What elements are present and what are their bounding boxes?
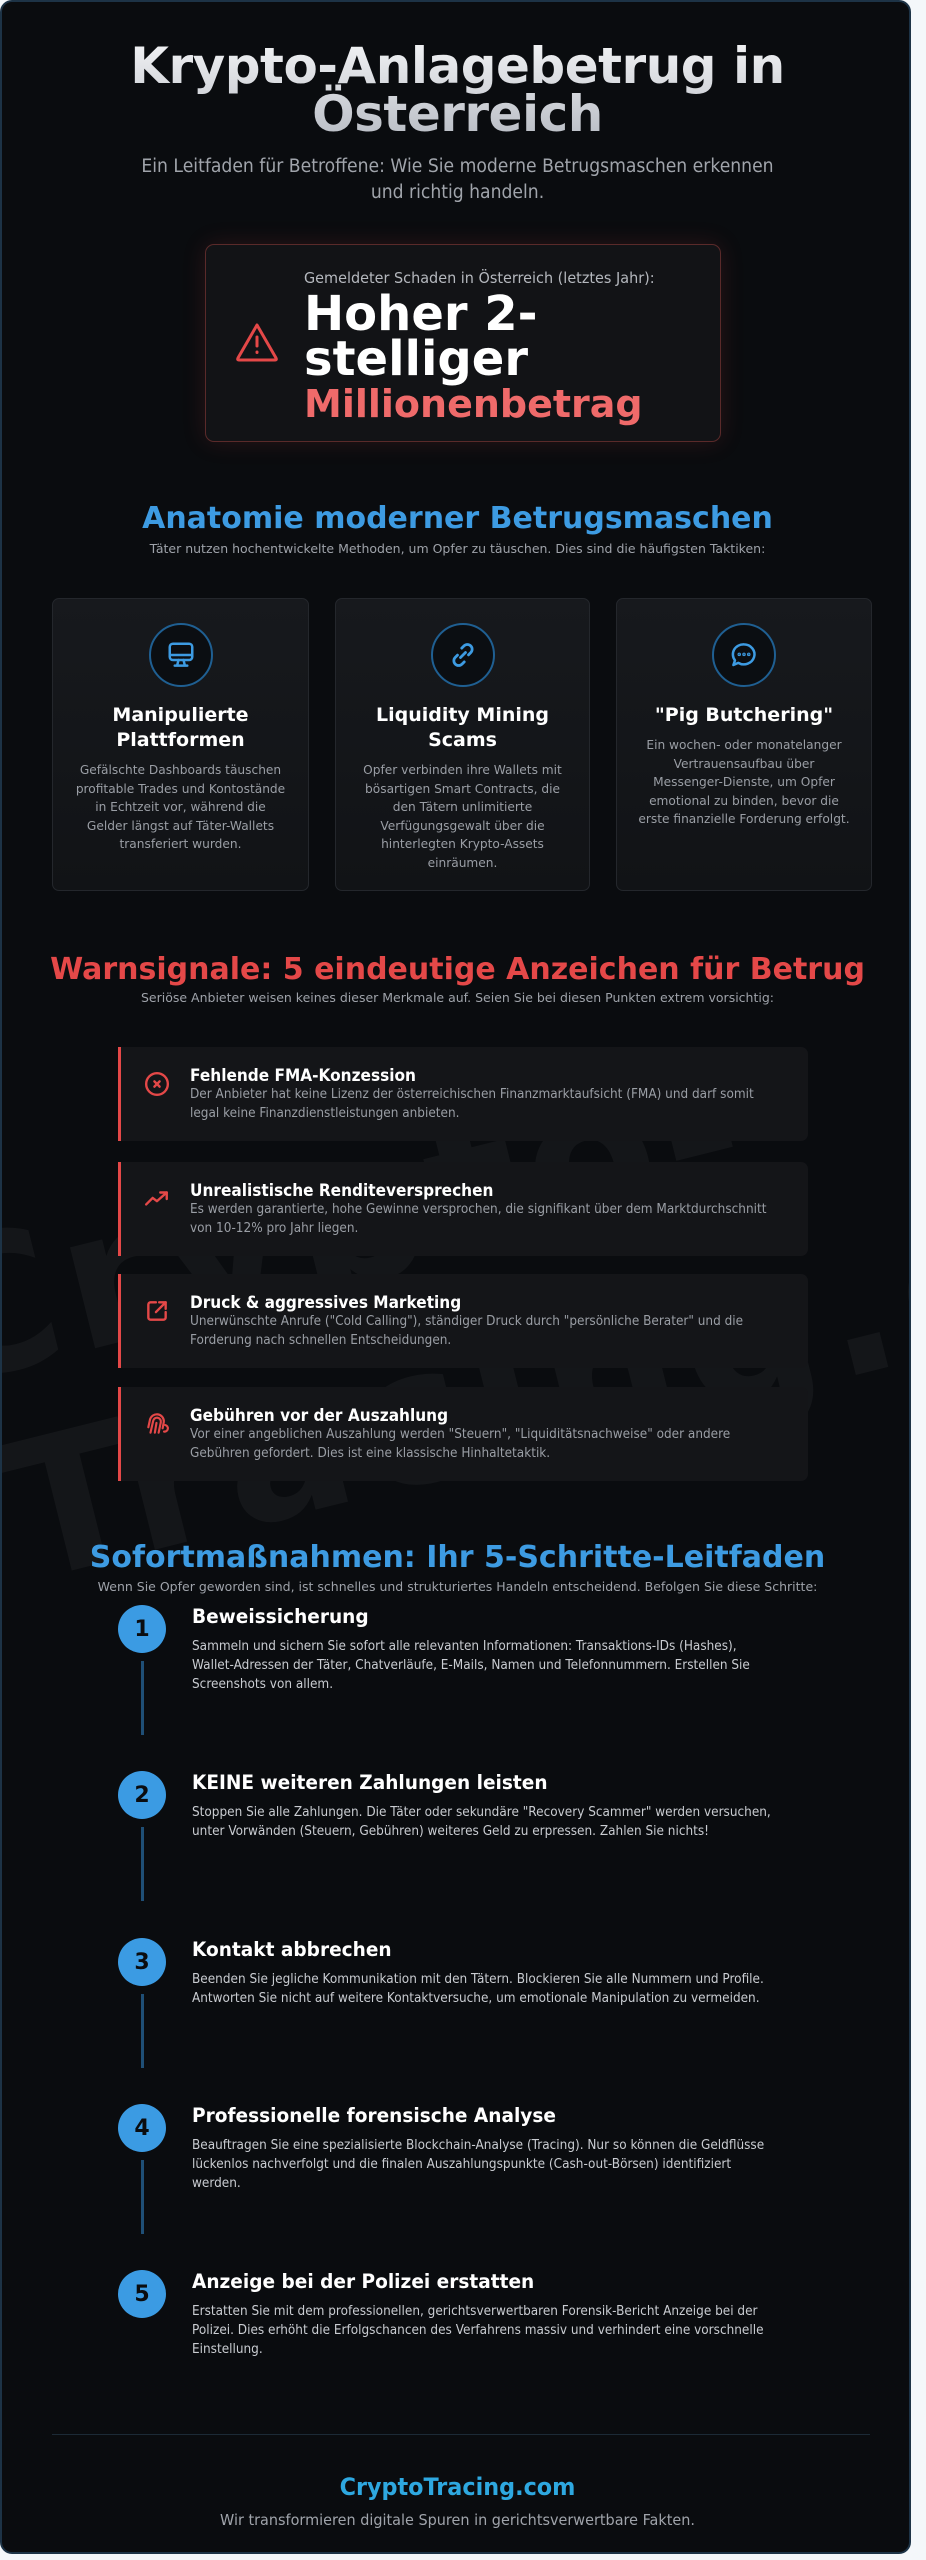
scam-card-pig-butchering [616,598,872,891]
footer-tagline: Wir transformieren digitale Spuren in gerichtsverwertbare Fakten. [220,2511,695,2529]
step-title: Anzeige bei der Polizei erstatten [192,2270,535,2293]
step-item-4 [2,2104,911,2270]
step-title: Beweissicherung [192,1605,369,1628]
warning-item-fma [118,1047,808,1141]
warnings-heading: Warnsignale: 5 eindeutige Anzeichen für Betrug [50,952,865,987]
footer-divider [52,2434,870,2435]
anatomy-subtitle: Täter nutzen hochentwickelte Methoden, um Opfer zu täuschen. Dies sind die häufigsten Taktiken: [149,541,766,556]
warning-text: Der Anbieter hat keine Lizenz der österreichischen Finanzmarktaufsicht (FMA) und darf somit legal keine Finanzdienstleistungen anbieten. [190,1087,754,1121]
fingerprint-icon [144,1411,170,1437]
alert-label: Gemeldeter Schaden in Österreich (letztes Jahr): [304,269,655,287]
timeline-connector [141,2160,144,2234]
anatomy-heading: Anatomie moderner Betrugsmaschen [142,501,773,536]
step-title: KEINE weiteren Zahlungen leisten [192,1771,548,1794]
card-icon-circle [712,623,776,687]
warning-title: Druck & aggressives Marketing [190,1293,462,1312]
steps-heading: Sofortmaßnahmen: Ihr 5-Schritte-Leitfaden [89,1540,826,1575]
monitor-icon [166,640,196,670]
step-title: Kontakt abbrechen [192,1938,392,1961]
step-text: Stoppen Sie alle Zahlungen. Die Täter oder sekundäre "Recovery Scammer" werden versuchen, unter Vorwänden (Steuern, Gebühren) weiteres Geld zu erpressen. Zahlen Sie nichts! [192,1805,771,1839]
footer-brand-link[interactable]: CryptoTracing.com [339,2473,576,2501]
step-text: Beauftragen Sie eine spezialisierte Blockchain-Analyse (Tracing). Nur so können die Geldflüsse lückenlos nachverfolgt und die finalen Auszahlungspunkte (Cash-out-Börsen) identifiziert werden. [192,2138,765,2191]
step-title: Professionelle forensische Analyse [192,2104,556,2127]
scam-card-liquidity-mining [335,598,590,891]
x-circle-icon [144,1071,170,1097]
step-item-1 [2,1605,911,1771]
scam-card-manipulated-platforms [52,598,309,891]
chat-bubble-icon [729,640,759,670]
warning-triangle-icon [234,321,280,363]
step-number-badge: 2 [118,1771,166,1819]
page-subtitle: Ein Leitfaden für Betroffene: Wie Sie moderne Betrugsmaschen erkennen und richtig handeln. [141,156,774,203]
step-text: Beenden Sie jegliche Kommunikation mit den Tätern. Blockieren Sie alle Nummern und Profile. Antworten Sie nicht auf weitere Kontaktversuche, um emotionale Manipulation zu vermeiden. [192,1972,764,2006]
card-title: Liquidity Mining Scams [375,704,550,751]
warning-title: Gebühren vor der Auszahlung [190,1406,449,1425]
card-text: Opfer verbinden ihre Wallets mit bösartigen Smart Contracts, die den Tätern unlimitierte Verfügungsgewalt über die hinterlegten Krypto-Assets einräumen. [363,763,562,870]
page-title [2,37,911,143]
steps-subtitle: Wenn Sie Opfer geworden sind, ist schnelles und strukturiertes Handeln entscheidend. Befolgen Sie diese Schritte: [97,1579,818,1594]
warning-text: Vor einer angeblichen Auszahlung werden "Steuern", "Liquiditätsnachweise" oder andere Gebühren gefordert. Dies ist eine klassische Hinhaltetaktik. [190,1427,731,1461]
alert-value-highlight: Millionenbetrag [304,382,643,426]
timeline-connector [141,1994,144,2068]
card-icon-circle [149,623,213,687]
warning-item-returns [118,1162,808,1256]
step-number-badge: 4 [118,2104,166,2152]
warnings-subtitle: Seriöse Anbieter weisen keines dieser Merkmale auf. Seien Sie bei diesen Punkten extrem vorsichtig: [140,990,774,1005]
card-title: Manipulierte Plattformen [112,704,249,751]
card-title: "Pig Butchering" [654,704,834,726]
card-text: Ein wochen- oder monatelanger Vertrauensaufbau über Messenger-Dienste, um Opfer emotional zu binden, bevor die erste finanzielle Forderung erfolgt. [638,738,850,826]
step-number-badge: 1 [118,1605,166,1653]
step-number-badge: 3 [118,1938,166,1986]
timeline-connector [141,1661,144,1735]
step-text: Sammeln und sichern Sie sofort alle relevanten Informationen: Transaktions-IDs (Hashes), Wallet-Adressen der Täter, Chatverläufe, E-Mails, Namen und Telefonnummern. Erstellen Sie Screenshots von allem. [192,1639,750,1692]
step-number-badge: 5 [118,2270,166,2318]
alert-value-line-1: Hoher 2- [304,286,538,342]
card-icon-circle [431,623,495,687]
page-title-line-1: Krypto-Anlagebetrug in [130,37,785,95]
alert-value-line-2: stelliger [304,331,529,387]
external-link-icon [144,1298,170,1324]
step-item-2 [2,1771,911,1937]
card-text: Gefälschte Dashboards täuschen profitable Trades und Kontostände in Echtzeit vor, während die Gelder längst auf Täter-Wallets transferiert wurden. [75,763,286,851]
link-icon [448,640,478,670]
warning-text: Unerwünschte Anrufe ("Cold Calling"), ständiger Druck durch "persönliche Berater" und die Forderung nach schnellen Entscheidungen. [190,1314,744,1348]
warning-item-pressure [118,1274,808,1368]
timeline-connector [141,1827,144,1901]
alert-value [304,286,643,426]
warning-title: Fehlende FMA-Konzession [190,1066,416,1085]
warning-item-fees [118,1387,808,1481]
step-item-5 [2,2270,911,2436]
warning-text: Es werden garantierte, hohe Gewinne versprochen, die signifikant über dem Marktdurchschnitt von 10-12% pro Jahr liegen. [190,1202,767,1236]
trending-up-icon [144,1186,170,1212]
step-item-3 [2,1938,911,2104]
warning-title: Unrealistische Renditeversprechen [190,1181,494,1200]
damage-alert-box [205,244,721,442]
step-text: Erstatten Sie mit dem professionellen, gerichtsverwertbaren Forensik-Bericht Anzeige bei der Polizei. Dies erhöht die Erfolgschancen des Verfahrens massiv und verhindert eine vorschnelle Einstellung. [192,2304,764,2357]
page-title-line-2: Österreich [312,85,603,143]
